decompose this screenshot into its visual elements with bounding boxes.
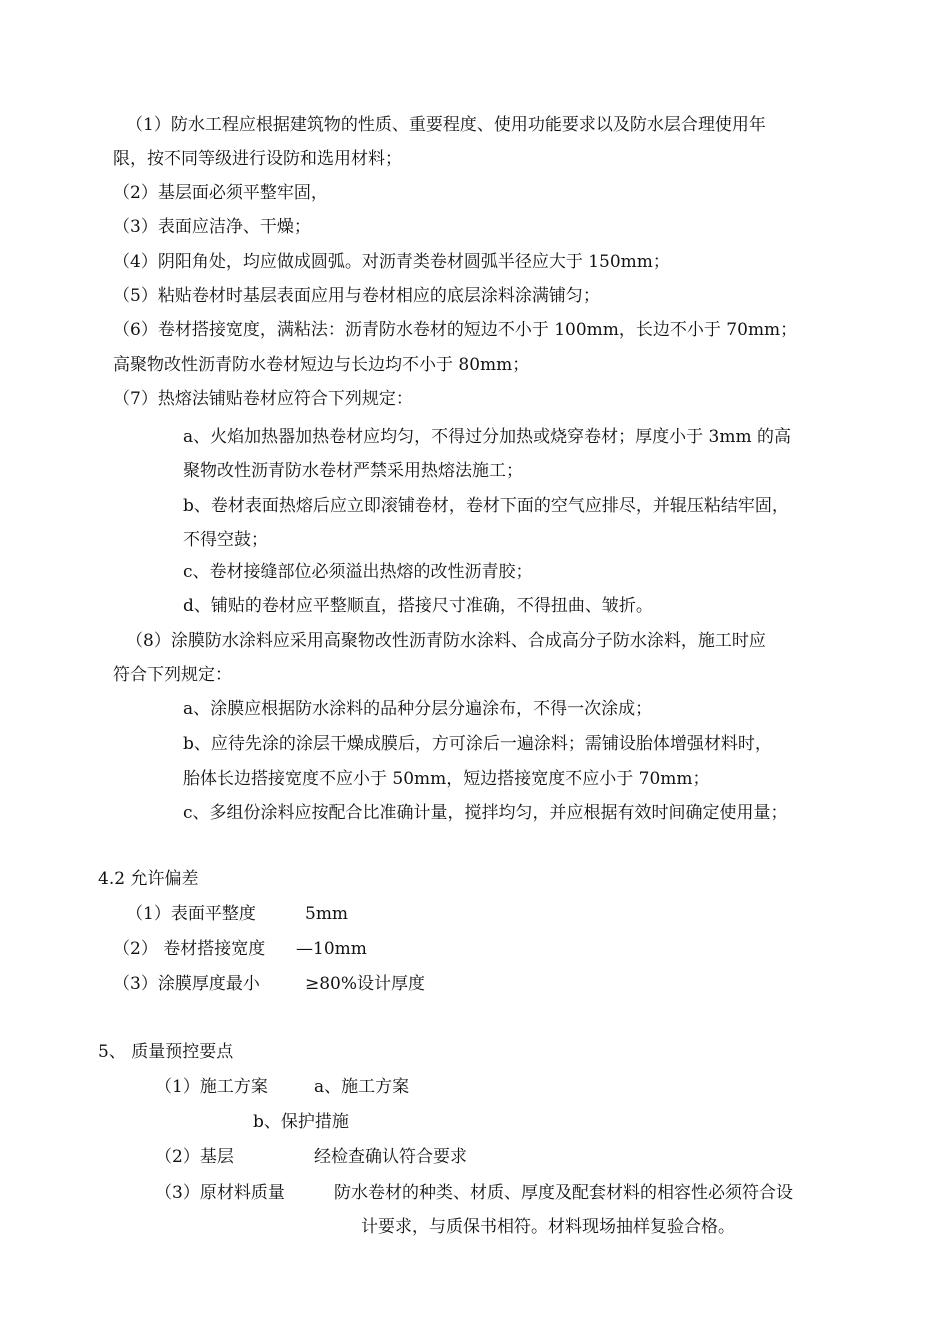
quality-item-3-line-2: 计要求，与质保书相符。材料现场抽样复验合格。 bbox=[361, 1217, 735, 1237]
clause-7d: d、铺贴的卷材应平整顺直，搭接尺寸准确，不得扭曲、皱折。 bbox=[183, 596, 653, 616]
clause-2: （2）基层面必须平整牢固， bbox=[113, 183, 328, 203]
quality-item-3-label: （3）原材料质量 bbox=[155, 1183, 285, 1203]
clause-1-line-2: 限，按不同等级进行设防和选用材料； bbox=[113, 149, 402, 169]
tolerance-label-1: （1）表面平整度 bbox=[126, 904, 256, 924]
quality-item-2-value: 经检查确认符合要求 bbox=[314, 1147, 467, 1167]
clause-7b-line-1: b、卷材表面热熔后应立即滚铺卷材，卷材下面的空气应排尽，并辊压粘结牢固， bbox=[183, 496, 789, 516]
quality-item-3-line-1: 防水卷材的种类、材质、厚度及配套材料的相容性必须符合设 bbox=[334, 1183, 793, 1203]
tolerance-label-3: （3）涂膜厚度最小 bbox=[113, 974, 260, 994]
clause-3: （3）表面应洁净、干燥； bbox=[113, 217, 311, 237]
clause-8c: c、多组份涂料应按配合比准确计量，搅拌均匀，并应根据有效时间确定使用量； bbox=[183, 803, 788, 823]
clause-7a-line-2: 聚物改性沥青防水卷材严禁采用热熔法施工； bbox=[183, 461, 523, 481]
quality-item-2-label: （2）基层 bbox=[155, 1147, 234, 1167]
quality-heading: 5、 质量预控要点 bbox=[98, 1042, 234, 1062]
clause-5: （5）粘贴卷材时基层表面应用与卷材相应的底层涂料涂满铺匀； bbox=[113, 286, 600, 306]
clause-8-line-1: （8）涂膜防水涂料应采用高聚物改性沥青防水涂料、合成高分子防水涂料，施工时应 bbox=[126, 631, 766, 651]
tolerance-label-2: （2） 卷材搭接宽度 bbox=[113, 939, 266, 959]
clause-8-line-2: 符合下列规定： bbox=[113, 665, 232, 685]
tolerance-heading: 4.2 允许偏差 bbox=[98, 869, 199, 889]
clause-7c: c、卷材接缝部位必须溢出热熔的改性沥青胶； bbox=[183, 562, 533, 582]
clause-8b-line-1: b、应待先涂的涂层干燥成膜后，方可涂后一遍涂料；需铺设胎体增强材料时， bbox=[183, 734, 772, 754]
clause-1-line-1: （1）防水工程应根据建筑物的性质、重要程度、使用功能要求以及防水层合理使用年 bbox=[126, 115, 766, 135]
clause-7b-line-2: 不得空鼓； bbox=[183, 530, 268, 550]
clause-8b-line-2: 胎体长边搭接宽度不应小于 50mm，短边搭接宽度不应小于 70mm； bbox=[183, 769, 710, 789]
tolerance-value-1: 5mm bbox=[305, 904, 349, 924]
quality-item-1-a: a、施工方案 bbox=[314, 1077, 410, 1097]
tolerance-value-3: ≥80%设计厚度 bbox=[305, 974, 426, 994]
clause-7a-line-1: a、火焰加热器加热卷材应均匀，不得过分加热或烧穿卷材；厚度小于 3mm 的高 bbox=[183, 427, 791, 447]
tolerance-value-2: —10mm bbox=[296, 939, 367, 959]
quality-item-1-label: （1）施工方案 bbox=[155, 1077, 268, 1097]
clause-7: （7）热熔法铺贴卷材应符合下列规定： bbox=[113, 389, 413, 409]
clause-8a: a、涂膜应根据防水涂料的品种分层分遍涂布，不得一次涂成； bbox=[183, 699, 653, 719]
clause-6-line-2: 高聚物改性沥青防水卷材短边与长边均不小于 80mm； bbox=[113, 355, 530, 375]
clause-4: （4）阴阳角处，均应做成圆弧。对沥青类卷材圆弧半径应大于 150mm； bbox=[113, 252, 670, 272]
clause-6-line-1: （6）卷材搭接宽度，满粘法：沥青防水卷材的短边不小于 100mm，长边不小于 70mm； bbox=[113, 320, 798, 340]
quality-item-1-b: b、保护措施 bbox=[253, 1112, 349, 1132]
